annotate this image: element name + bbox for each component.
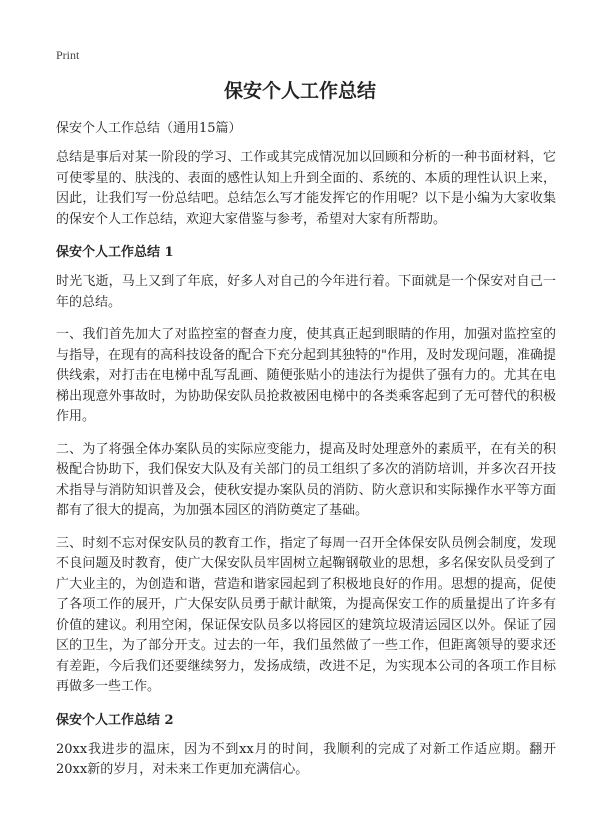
intro-paragraph: 总结是事后对某一阶段的学习、工作或其完成情况加以回顾和分析的一种书面材料，它可使零星的、肤浅的、表面的感性认知上升到全面的、系统的、本质的理性认识上来，因此，让我们写一份总结吧。总结怎么写才能发挥它的作用呢？以下是小编为大家收集的保安个人工作总结，欢迎大家借鉴与参考，希望对大家有所帮助。	[56, 150, 556, 227]
section-1-paragraph-3: 二、为了将强全体办案队员的实际应变能力，提高及时处理意外的素质平，在有关的积极配合协助下，我们保安大队及有关部门的员工组织了多次的消防培训，并多次召开技术指导与消防知识普及会，使秋安提办案队员的消防、防火意识和实际操作水平等方面都有了很大的提高，为加强本园区的消防奠定了基础。	[56, 441, 556, 518]
section-2-paragraph-1: 20xx我进步的温床，因为不到xx月的时间，我顺利的完成了对新工作适应期。翻开20xx新的岁月，对未来工作更加充满信心。	[56, 741, 556, 777]
section-heading-2: 保安个人工作总结 2	[56, 712, 174, 728]
print-label: Print	[56, 48, 80, 62]
section-1-paragraph-1: 时光飞逝，马上又到了年底，好多人对自己的今年进行着。下面就是一个保安对自己一年的总结。	[56, 274, 556, 310]
section-1-paragraph-2: 一、我们首先加大了对监控室的督查力度，使其真正起到眼睛的作用，加强对监控室的与指导，在现有的高科技设备的配合下充分起到其独特的"作用，及时发现问题，准确提供线索，对打击在电梯中乱写乱画、随便张贴小的违法行为提供了强有力的。尤其在电梯出现意外事故时，为协助保安队员抢救被困电梯中的各类乘客起到了无可替代的积极作用。	[56, 327, 556, 424]
document-body	[56, 118, 556, 793]
document-subtitle: 保安个人工作总结（通用15篇）	[56, 121, 242, 136]
section-heading-1: 保安个人工作总结 1	[56, 245, 174, 260]
page-title: 保安个人工作总结	[223, 80, 376, 102]
section-1-paragraph-4: 三、时刻不忘对保安队员的教育工作，指定了每周一召开全体保安队员例会制度，发现不良问题及时教育，使广大保安队员牢固树立起鞠钢敬业的思想，多名保安队员受到了广大业主的，为创造和谐，营造和谐家园起到了积极地良好的作用。思想的提高，促使了各项工作的展开，广大保安队员勇于献计献策，为提高保安工作的质量提出了许多有价值的建议。利用空闲，保证保安队员多以将园区的建筑垃圾清运园区以外。保证了园区的卫生，为了部分开支。过去的一年，我们虽然做了一些工作，但距离领导的要求还有差距，今后我们还要继续努力，发扬成绩，改进不足，为实现本公司的各项工作目标再做多一些工作。	[56, 535, 556, 694]
